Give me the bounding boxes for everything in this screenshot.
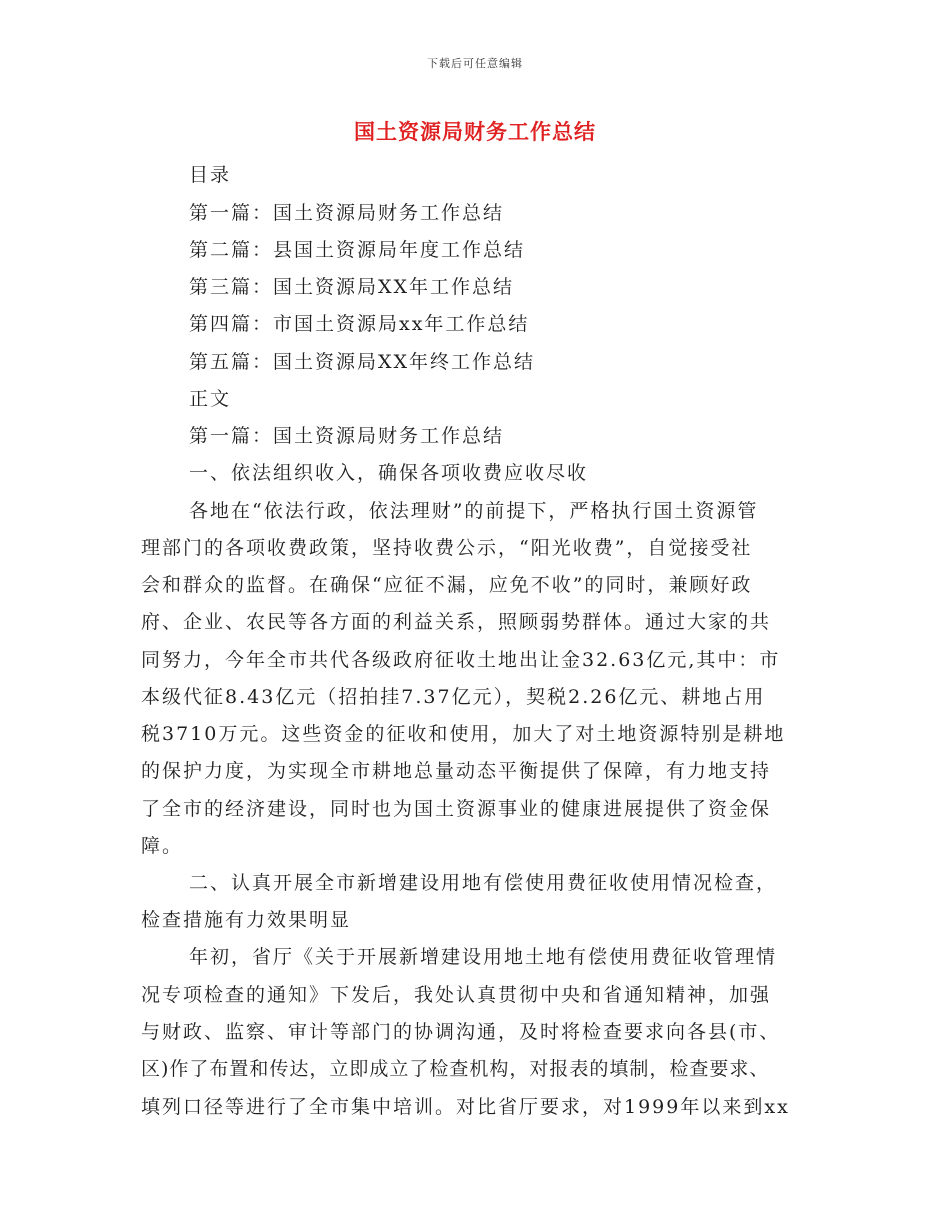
paragraph-line: 会和群众的监督。在确保“应征不漏，应免不收”的同时，兼顾好政 xyxy=(141,574,753,596)
paragraph-line: 区)作了布置和传达，立即成立了检查机构，对报表的填制，检查要求、 xyxy=(141,1058,770,1080)
toc-item-2: 第二篇：县国土资源局年度工作总结 xyxy=(189,239,526,261)
toc-heading: 目录 xyxy=(189,164,232,186)
paragraph-line: 况专项检查的通知》下发后，我处认真贯彻中央和省通知精神，加强 xyxy=(141,984,772,1006)
toc-item-5: 第五篇：国土资源局XX年终工作总结 xyxy=(189,351,536,373)
toc-item-1: 第一篇：国土资源局财务工作总结 xyxy=(189,202,505,224)
paragraph-line: 府、企业、农民等各方面的利益关系，照顾弱势群体。通过大家的共 xyxy=(141,611,772,633)
section-2-heading-cont: 检查措施有力效果明显 xyxy=(141,909,352,931)
toc-item-3: 第三篇：国土资源局XX年工作总结 xyxy=(189,276,515,298)
section-2-heading: 二、认真开展全市新增建设用地有偿使用费征收使用情况检查， xyxy=(189,872,778,894)
paragraph-line: 各地在“依法行政，依法理财”的前提下，严格执行国土资源管 xyxy=(189,500,759,522)
paragraph-line: 理部门的各项收费政策，坚持收费公示，“阳光收费”，自觉接受社 xyxy=(141,537,753,559)
paragraph-line: 与财政、监察、审计等部门的协调沟通，及时将检查要求向各县(市、 xyxy=(141,1021,781,1043)
body-heading: 正文 xyxy=(189,388,232,410)
toc-item-4: 第四篇：市国土资源局xx年工作总结 xyxy=(189,313,530,335)
header-note: 下载后可任意编辑 xyxy=(427,57,523,70)
document-title: 国土资源局财务工作总结 xyxy=(354,120,596,144)
paragraph-line: 同努力，今年全市共代各级政府征收土地出让金32.63亿元,其中：市 xyxy=(141,649,781,671)
paragraph-line: 填列口径等进行了全市集中培训。对比省厅要求，对1999年以来到xx xyxy=(141,1096,790,1118)
paragraph-line: 年初，省厅《关于开展新增建设用地土地有偿使用费征收管理情 xyxy=(189,946,778,968)
paragraph-line: 障。 xyxy=(141,835,184,857)
paragraph-line: 本级代征8.43亿元（招拍挂7.37亿元），契税2.26亿元、耕地占用 xyxy=(141,686,766,708)
section-1-heading: 一、依法组织收入，确保各项收费应收尽收 xyxy=(189,462,589,484)
paragraph-line: 了全市的经济建设，同时也为国土资源事业的健康进展提供了资金保 xyxy=(141,798,772,820)
article-title: 第一篇：国土资源局财务工作总结 xyxy=(189,425,505,447)
paragraph-line: 税3710万元。这些资金的征收和使用，加大了对土地资源特别是耕地 xyxy=(141,723,786,745)
paragraph-line: 的保护力度，为实现全市耕地总量动态平衡提供了保障，有力地支持 xyxy=(141,760,772,782)
